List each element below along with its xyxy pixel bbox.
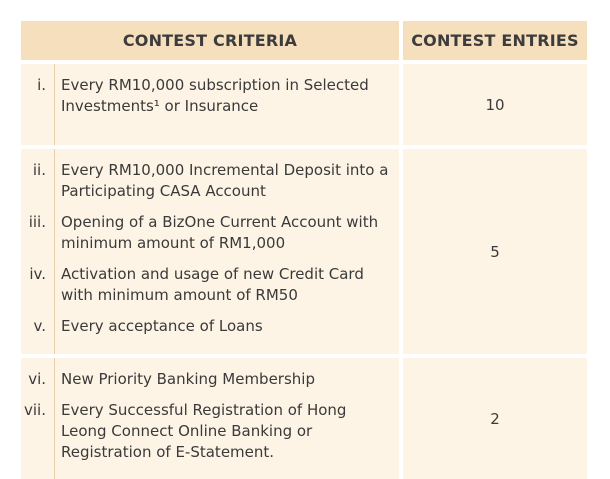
item-text: Every Successful Registration of Hong Leong Connect Online Banking or Registration of E-Statement. — [61, 401, 347, 461]
number-column-divider — [21, 64, 55, 145]
list-item — [21, 369, 399, 390]
list-item — [21, 264, 399, 306]
criteria-cell — [21, 358, 399, 479]
entries-cell: 2 — [403, 358, 587, 479]
table-row — [21, 149, 587, 354]
number-column-divider — [21, 149, 55, 354]
table-header — [21, 21, 587, 60]
item-text: Opening of a BizOne Current Account with minimum amount of RM1,000 — [61, 213, 379, 252]
entries-header: CONTEST ENTRIES — [403, 21, 587, 60]
item-number: iv. — [29, 265, 46, 283]
list-item — [21, 400, 399, 463]
table-row — [21, 64, 587, 145]
list-item — [21, 212, 399, 254]
item-number: i. — [37, 76, 46, 94]
item-number: vii. — [24, 401, 46, 419]
criteria-cell — [21, 149, 399, 354]
number-column-divider — [21, 358, 55, 479]
item-number: v. — [33, 317, 46, 335]
list-item — [21, 75, 399, 117]
item-text: Every RM10,000 Incremental Deposit into a Participating CASA Account — [61, 161, 389, 200]
entries-cell: 10 — [403, 64, 587, 145]
criteria-cell — [21, 64, 399, 145]
table-row — [21, 358, 587, 479]
item-text: New Priority Banking Membership — [61, 370, 315, 388]
item-number: vi. — [28, 370, 46, 388]
list-item — [21, 316, 399, 337]
item-text: Every acceptance of Loans — [61, 317, 263, 335]
contest-table — [21, 21, 587, 461]
criteria-header: CONTEST CRITERIA — [21, 21, 399, 60]
item-number: iii. — [28, 213, 46, 231]
item-number: ii. — [32, 161, 46, 179]
item-text: Every RM10,000 subscription in Selected Investments¹ or Insurance — [61, 76, 369, 115]
list-item — [21, 160, 399, 202]
entries-cell: 5 — [403, 149, 587, 354]
item-text: Activation and usage of new Credit Card with minimum amount of RM50 — [61, 265, 364, 304]
